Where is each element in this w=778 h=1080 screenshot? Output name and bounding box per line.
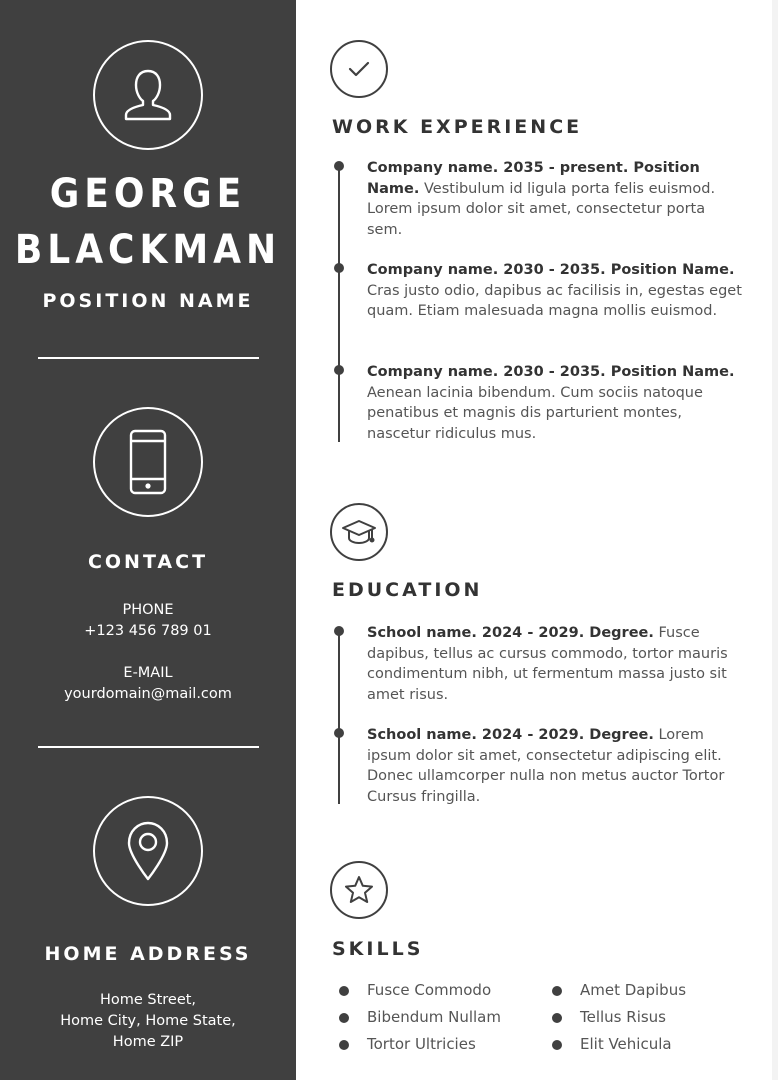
skill-label: Tellus Risus: [580, 1008, 666, 1026]
skill-item: [580, 1035, 672, 1053]
work-experience-title: WORK EXPERIENCE: [332, 116, 583, 138]
location-pin-icon: [93, 796, 203, 906]
bullet-dot: [339, 986, 349, 996]
smartphone-icon: [93, 407, 203, 517]
sidebar: [0, 0, 296, 1080]
education-entry: [333, 725, 743, 807]
entry-heading: Company name. 2030 - 2035. Position Name.: [367, 364, 735, 380]
skill-item: [580, 981, 686, 999]
skill-label: Bibendum Nullam: [367, 1008, 501, 1026]
timeline-dot: [334, 365, 344, 375]
bullet-dot: [339, 1040, 349, 1050]
skill-item: [367, 1008, 501, 1026]
address-line: Home City, Home State,: [60, 1013, 236, 1029]
checkmark-icon: [330, 40, 388, 98]
timeline-dot: [334, 161, 344, 171]
entry-heading: School name. 2024 - 2029. Degree.: [367, 727, 654, 743]
position-name: POSITION NAME: [42, 290, 254, 312]
address-line: Home Street,: [99, 992, 197, 1008]
education-title: EDUCATION: [332, 579, 483, 601]
entry-description: Aenean lacinia bibendum. Cum sociis natoque penatibus et magnis dis parturient montes, nascetur ridiculus mus.: [367, 384, 703, 442]
contact-heading: CONTACT: [87, 551, 209, 573]
entry-heading: Company name. 2035 - present. Position Name.: [367, 160, 700, 197]
address-line: Home ZIP: [112, 1034, 184, 1050]
email-label: E-MAIL: [123, 665, 173, 681]
entry-heading: School name. 2024 - 2029. Degree.: [367, 625, 654, 641]
entry-description: Cras justo odio, dapibus ac facilisis in, egestas eget quam. Etiam malesuada magna mollis euismod.: [367, 282, 742, 319]
skill-label: Tortor Ultricies: [367, 1035, 476, 1053]
entry-description: Vestibulum id ligula porta felis euismod. Lorem ipsum dolor sit amet, consectetur porta sem.: [367, 180, 716, 238]
skill-item: [367, 981, 491, 999]
entry-description: Fusce dapibus, tellus ac cursus commodo, tortor mauris condimentum nibh, ut fermentum massa justo sit amet risus.: [367, 625, 728, 703]
skill-label: Amet Dapibus: [580, 981, 687, 999]
graduation-cap-icon: [330, 503, 388, 561]
timeline-dot: [334, 626, 344, 636]
phone-value: +123 456 789 01: [84, 623, 212, 639]
person-icon: [93, 40, 203, 150]
bullet-dot: [552, 1040, 562, 1050]
divider: [38, 357, 259, 359]
work-entry: [333, 362, 743, 444]
timeline-dot: [334, 263, 344, 273]
work-entry: [333, 158, 743, 240]
bullet-dot: [339, 1013, 349, 1023]
first-name: GEORGE: [49, 171, 247, 217]
divider: [38, 746, 259, 748]
timeline-dot: [334, 728, 344, 738]
education-entry: [333, 623, 743, 705]
phone-label: PHONE: [122, 602, 174, 618]
address-heading: HOME ADDRESS: [44, 943, 252, 965]
last-name: BLACKMAN: [14, 227, 282, 273]
star-icon: [330, 861, 388, 919]
skills-title: SKILLS: [332, 938, 424, 960]
skill-label: Elit Vehicula: [580, 1035, 672, 1053]
skill-label: Fusce Commodo: [367, 981, 492, 999]
bullet-dot: [552, 1013, 562, 1023]
skill-item: [580, 1008, 666, 1026]
work-entry: [333, 260, 743, 322]
entry-heading: Company name. 2030 - 2035. Position Name.: [367, 262, 735, 278]
skill-item: [367, 1035, 476, 1053]
bullet-dot: [552, 986, 562, 996]
entry-description: Lorem ipsum dolor sit amet, consectetur adipiscing elit. Donec ullamcorper nulla non metus auctor Tortor Cursus fringilla.: [367, 727, 725, 805]
email-value: yourdomain@mail.com: [64, 686, 232, 702]
